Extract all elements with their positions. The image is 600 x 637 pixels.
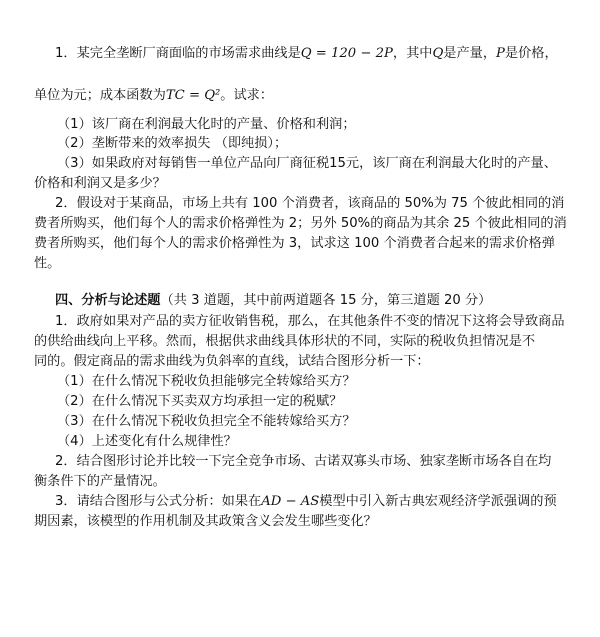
cost-equation: TC = Q²	[165, 88, 221, 103]
s4-q2-line-2: 衡条件下的产量情况。	[34, 474, 166, 489]
q1-line2-suffix: 。试求：	[220, 88, 274, 103]
s4-q1-line-3: 同的。假定商品的需求曲线为负斜率的直线，试结合图形分析一下：	[34, 354, 430, 369]
s4-q3-suffix: 模型中引入新古典宏观经济学派强调的预	[319, 494, 557, 509]
s4-q3-line-1	[55, 492, 557, 512]
q2-line-2: 费者所购买，他们每个人的需求价格弹性为 2；另外 50%的商品为其余 25 个彼此相同的消	[34, 216, 567, 231]
s4-q3-line-2: 期因素，该模型的作用机制及其政策含义会发生哪些变化？	[34, 514, 377, 529]
q1-prefix: 1．某完全垄断厂商面临的市场需求曲线是	[55, 46, 301, 61]
q1-line-1	[55, 44, 558, 64]
q1-line-2	[34, 86, 273, 106]
q2-line-1: 2．假设对于某商品，市场上共有 100 个消费者，该商品的 50%为 75 个彼此相同的消	[55, 196, 565, 211]
p-variable: P	[496, 46, 505, 61]
section-heading-title: 四、分析与论述题	[55, 293, 161, 308]
s4-q1-part-4: （4）上述变化有什么规律性？	[57, 434, 237, 449]
s4-q1-part-2: （2）在什么情况下买卖双方均承担一定的税赋？	[57, 394, 343, 409]
q1-part-1: （1）该厂商在利润最大化时的产量、价格和利润；	[57, 117, 356, 132]
s4-q1-part-1: （1）在什么情况下税收负担能够完全转嫁给买方？	[57, 374, 356, 389]
q1-part-3: （3）如果政府对每销售一单位产品向厂商征税15元，该厂商在利润最大化时的产量、	[57, 156, 557, 171]
q1-mid2: 是产量，	[443, 46, 497, 61]
q2-line-4: 性。	[34, 256, 61, 271]
s4-q1-line-1: 1．政府如果对产品的卖方征收销售税，那么，在其他条件不变的情况下这将会导致商品	[55, 314, 565, 329]
q-variable: Q	[432, 46, 444, 61]
section-heading-note: （共 3 道题，其中前两道题各 15 分，第三道题 20 分）	[160, 293, 492, 308]
s4-q2-line-1: 2．结合图形讨论并比较一下完全竞争市场、古诺双寡头市场、独家垄断市场各自在均	[55, 454, 552, 469]
q1-mid: ，其中	[392, 46, 433, 61]
s4-q3-prefix: 3．请结合图形与公式分析：如果在	[55, 494, 262, 509]
q1-part-2: （2）垄断带来的效率损失 （即纯损）；	[57, 136, 288, 151]
ad-as-model: AD − AS	[261, 494, 320, 509]
q1-line2-prefix: 单位为元；成本函数为	[34, 88, 166, 103]
q1-part-3-cont: 价格和利润又是多少？	[34, 176, 166, 191]
s4-q1-line-2: 的供给曲线向上平移。然而，根据供求曲线具体形状的不同，实际的税收负担情况是不	[34, 334, 536, 349]
q1-suffix: 是价格，	[504, 46, 558, 61]
section-heading	[55, 291, 491, 311]
q2-line-3: 费者所购买，他们每个人的需求价格弹性为 3，试求这 100 个消费者合起来的需求价格弹	[34, 236, 555, 251]
demand-equation: Q = 120 − 2P	[300, 46, 393, 61]
s4-q1-part-3: （3）在什么情况下税收负担完全不能转嫁给买方？	[57, 414, 356, 429]
